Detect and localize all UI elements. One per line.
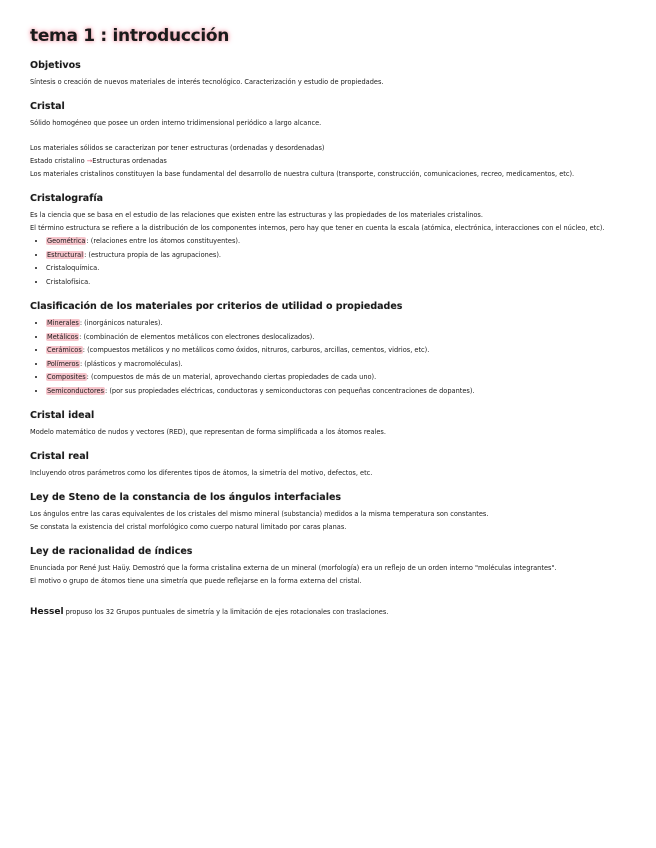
hessel-name: Hessel — [30, 607, 64, 617]
item-desc: : (combinación de elementos metálicos con electrones deslocalizados). — [79, 332, 315, 341]
list-item — [46, 358, 630, 372]
steno-text2: Se constata la existencia del cristal morfológico como cuerpo natural limitado por caras planas. — [30, 523, 347, 531]
clasificacion-list — [30, 317, 630, 398]
item-desc: : (por sus propiedades eléctricas, conductoras y semiconductoras con pequeñas concentraciones de dopantes). — [105, 386, 475, 395]
term-minerales: Minerales — [47, 319, 79, 327]
section-steno — [30, 492, 630, 534]
objetivos-text: Síntesis o creación de nuevos materiales de interés tecnológico. Caracterización y estudio de propiedades. — [30, 78, 384, 86]
list-item — [46, 331, 630, 345]
cristalografia-text2: El término estructura se refiere a la distribución de los componentes internos, pero hay que tener en cuenta la escala (atómica, electrónica, interacciones con el núcleo, etc). — [30, 224, 605, 232]
racionalidad-text1: Enunciada por René Just Haüy. Demostró que la forma cristalina externa de un mineral (morfología) era un reflejo de un orden interno "moléculas integrantes". — [30, 564, 557, 572]
cristal-ideal-text: Modelo matemático de nudos y vectores (RED), que representan de forma simplificada a los átomos reales. — [30, 428, 386, 436]
section-objetivos — [30, 60, 630, 89]
cristalografia-list — [30, 235, 630, 289]
heading-cristal-ideal: Cristal ideal — [30, 410, 95, 421]
solidos-line1: Los materiales sólidos se caracterizan por tener estructuras (ordenadas y desordenadas) — [30, 144, 325, 152]
term-polimeros: Polímeros — [47, 359, 79, 368]
list-item — [46, 235, 630, 249]
estado-cristalino: Estado cristalino — [30, 157, 85, 165]
cristal-real-text: Incluyendo otros parámetros como los diferentes tipos de átomos, la simetría del motivo, defectos, etc. — [30, 469, 373, 477]
racionalidad-text2: El motivo o grupo de átomos tiene una simetría que puede reflejarse en la forma externa del cristal. — [30, 577, 362, 585]
list-item — [46, 317, 630, 331]
section-clasificacion — [30, 301, 630, 398]
item-desc: : (inorgánicos naturales). — [79, 319, 163, 327]
list-item — [46, 262, 630, 276]
term-semiconductores: Semiconductores — [47, 386, 105, 395]
section-cristal-real — [30, 451, 630, 480]
item-desc: : (compuestos metálicos y no metálicos como óxidos, nitruros, carburos, arcillas, cementos, vidrios, etc). — [82, 346, 430, 354]
steno-text1: Los ángulos entre las caras equivalentes de los cristales del mismo mineral (substancia) medidos a la misma temperatura son constantes. — [30, 510, 489, 518]
section-cristalografia — [30, 193, 630, 289]
term-estructural: Estructural — [47, 250, 84, 259]
document-page — [30, 26, 630, 619]
item-desc: Cristalofísica. — [46, 277, 91, 286]
list-item — [46, 371, 630, 385]
cristalografia-text1: Es la ciencia que se basa en el estudio de las relaciones que existen entre las estructuras y las propiedades de los materiales cristalinos. — [30, 211, 483, 219]
list-item — [46, 344, 630, 358]
heading-cristal: Cristal — [30, 101, 65, 112]
section-solidos — [30, 142, 630, 181]
list-item — [46, 385, 630, 399]
heading-steno: Ley de Steno de la constancia de los ángulos interfaciales — [30, 492, 342, 503]
cristal-text: Sólido homogéneo que posee un orden interno tridimensional periódico a largo alcance. — [30, 119, 322, 127]
item-desc: : (relaciones entre los átomos constituyentes). — [86, 237, 241, 245]
section-cristal — [30, 101, 630, 130]
hessel-paragraph — [30, 606, 630, 619]
heading-objetivos: Objetivos — [30, 60, 81, 71]
heading-cristal-real: Cristal real — [30, 451, 89, 462]
term-ceramicos: Cerámicos — [47, 346, 82, 354]
term-composites: Composites — [47, 373, 86, 381]
solidos-line3: Los materiales cristalinos constituyen la base fundamental del desarrollo de nuestra cultura (transporte, construcción, comunicaciones, recreo, medicamentos, etc). — [30, 170, 575, 178]
page-title: tema 1 : introducción — [30, 26, 230, 46]
item-desc: Cristaloquímica. — [46, 264, 100, 272]
list-item — [46, 276, 630, 290]
list-item — [46, 249, 630, 263]
estructuras-ordenadas: Estructuras ordenadas — [92, 157, 167, 165]
section-cristal-ideal — [30, 410, 630, 439]
hessel-text: propuso los 32 Grupos puntuales de simetría y la limitación de ejes rotacionales con traslaciones. — [63, 608, 389, 616]
heading-cristalografia: Cristalografía — [30, 193, 103, 204]
term-metalicos: Metálicos — [47, 332, 79, 341]
solidos-line2 — [30, 155, 630, 168]
arrow-icon: → — [86, 157, 93, 165]
term-geometrica: Geométrica — [47, 237, 86, 245]
section-racionalidad — [30, 546, 630, 588]
heading-racionalidad: Ley de racionalidad de índices — [30, 546, 193, 557]
item-desc: : (estructura propia de las agrupaciones). — [84, 250, 222, 259]
heading-clasificacion: Clasificación de los materiales por criterios de utilidad o propiedades — [30, 301, 403, 312]
item-desc: : (plásticos y macromoléculas). — [79, 359, 183, 368]
item-desc: : (compuestos de más de un material, aprovechando ciertas propiedades de cada uno). — [86, 373, 377, 381]
